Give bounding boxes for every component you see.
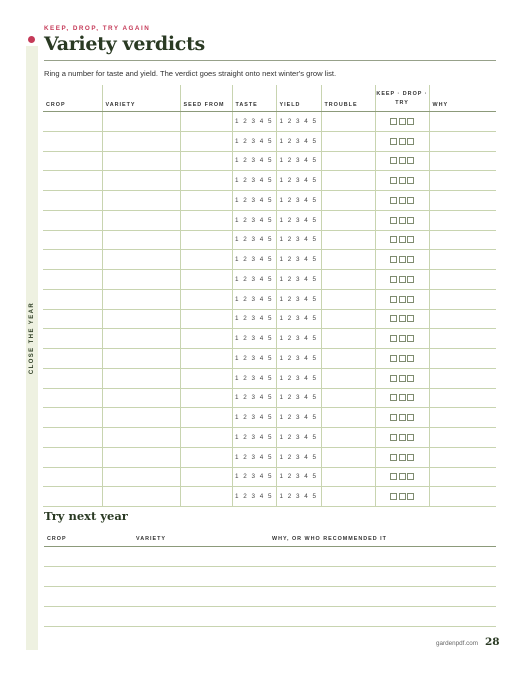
taste-rating[interactable]: 1 2 3 4 5 — [232, 171, 276, 191]
drop-checkbox[interactable] — [399, 335, 406, 342]
drop-checkbox[interactable] — [399, 157, 406, 164]
trouble-cell[interactable] — [321, 151, 375, 171]
crop-cell[interactable] — [43, 487, 102, 507]
try-checkbox[interactable] — [407, 375, 414, 382]
verdict-checkboxes[interactable] — [375, 329, 429, 349]
variety-cell[interactable] — [102, 270, 180, 290]
crop-cell[interactable] — [43, 171, 102, 191]
try-checkbox[interactable] — [407, 177, 414, 184]
taste-rating[interactable]: 1 2 3 4 5 — [232, 270, 276, 290]
keep-checkbox[interactable] — [390, 177, 397, 184]
drop-checkbox[interactable] — [399, 118, 406, 125]
variety-cell[interactable] — [102, 428, 180, 448]
trouble-cell[interactable] — [321, 309, 375, 329]
try-checkbox[interactable] — [407, 256, 414, 263]
keep-checkbox[interactable] — [390, 335, 397, 342]
verdict-checkboxes[interactable] — [375, 388, 429, 408]
variety-cell[interactable] — [102, 230, 180, 250]
seed-from-cell[interactable] — [180, 112, 232, 132]
try-next-year-title: Try next year — [44, 509, 128, 523]
try-checkbox[interactable] — [407, 355, 414, 362]
why-cell[interactable] — [429, 329, 496, 349]
variety-cell[interactable] — [102, 388, 180, 408]
seed-from-cell[interactable] — [180, 388, 232, 408]
seed-from-cell[interactable] — [180, 171, 232, 191]
try-checkbox[interactable] — [407, 335, 414, 342]
drop-checkbox[interactable] — [399, 375, 406, 382]
why-cell[interactable] — [429, 467, 496, 487]
yield-rating[interactable]: 1 2 3 4 5 — [276, 131, 321, 151]
next-col-why: WHY, OR WHO RECOMMENDED IT — [272, 536, 387, 542]
taste-rating[interactable]: 1 2 3 4 5 — [232, 309, 276, 329]
crop-cell[interactable] — [43, 210, 102, 230]
trouble-cell[interactable] — [321, 368, 375, 388]
intro-text: Ring a number for taste and yield. The verdict goes straight onto next winter's grow list. — [44, 69, 337, 78]
drop-checkbox[interactable] — [399, 454, 406, 461]
accent-dot — [28, 36, 35, 43]
col-yield: YIELD — [276, 85, 321, 112]
keep-checkbox[interactable] — [390, 256, 397, 263]
table-row — [43, 191, 496, 211]
try-checkbox[interactable] — [407, 197, 414, 204]
table-row — [43, 408, 496, 428]
yield-rating[interactable]: 1 2 3 4 5 — [276, 171, 321, 191]
crop-cell[interactable] — [43, 289, 102, 309]
verdicts-table — [43, 85, 496, 507]
variety-cell[interactable] — [102, 329, 180, 349]
seed-from-cell[interactable] — [180, 368, 232, 388]
taste-rating[interactable]: 1 2 3 4 5 — [232, 408, 276, 428]
seed-from-cell[interactable] — [180, 210, 232, 230]
verdict-checkboxes[interactable] — [375, 250, 429, 270]
seed-from-cell[interactable] — [180, 230, 232, 250]
yield-rating[interactable]: 1 2 3 4 5 — [276, 349, 321, 369]
keep-checkbox[interactable] — [390, 394, 397, 401]
keep-checkbox[interactable] — [390, 157, 397, 164]
keep-checkbox[interactable] — [390, 197, 397, 204]
crop-cell[interactable] — [43, 388, 102, 408]
seed-from-cell[interactable] — [180, 270, 232, 290]
why-cell[interactable] — [429, 447, 496, 467]
verdict-checkboxes[interactable] — [375, 171, 429, 191]
table-row — [43, 388, 496, 408]
seed-from-cell[interactable] — [180, 447, 232, 467]
drop-checkbox[interactable] — [399, 276, 406, 283]
crop-cell[interactable] — [43, 329, 102, 349]
trouble-cell[interactable] — [321, 487, 375, 507]
trouble-cell[interactable] — [321, 408, 375, 428]
section-label: CLOSE THE YEAR — [29, 301, 35, 375]
try-checkbox[interactable] — [407, 493, 414, 500]
keep-checkbox[interactable] — [390, 138, 397, 145]
keep-checkbox[interactable] — [390, 236, 397, 243]
variety-cell[interactable] — [102, 487, 180, 507]
drop-checkbox[interactable] — [399, 434, 406, 441]
seed-from-cell[interactable] — [180, 309, 232, 329]
table-row — [43, 289, 496, 309]
trouble-cell[interactable] — [321, 250, 375, 270]
yield-rating[interactable]: 1 2 3 4 5 — [276, 368, 321, 388]
drop-checkbox[interactable] — [399, 138, 406, 145]
trouble-cell[interactable] — [321, 270, 375, 290]
drop-checkbox[interactable] — [399, 197, 406, 204]
why-cell[interactable] — [429, 388, 496, 408]
yield-rating[interactable]: 1 2 3 4 5 — [276, 112, 321, 132]
col-why: WHY — [429, 85, 496, 112]
crop-cell[interactable] — [43, 112, 102, 132]
variety-cell[interactable] — [102, 289, 180, 309]
try-checkbox[interactable] — [407, 296, 414, 303]
crop-cell[interactable] — [43, 250, 102, 270]
verdict-checkboxes[interactable] — [375, 487, 429, 507]
taste-rating[interactable]: 1 2 3 4 5 — [232, 329, 276, 349]
drop-checkbox[interactable] — [399, 217, 406, 224]
drop-checkbox[interactable] — [399, 256, 406, 263]
why-cell[interactable] — [429, 289, 496, 309]
table-row — [43, 151, 496, 171]
try-checkbox[interactable] — [407, 118, 414, 125]
verdict-checkboxes[interactable] — [375, 112, 429, 132]
yield-rating[interactable]: 1 2 3 4 5 — [276, 210, 321, 230]
table-row — [43, 171, 496, 191]
verdict-checkboxes[interactable] — [375, 289, 429, 309]
verdict-checkboxes[interactable] — [375, 467, 429, 487]
crop-cell[interactable] — [43, 309, 102, 329]
why-cell[interactable] — [429, 210, 496, 230]
variety-cell[interactable] — [102, 210, 180, 230]
try-checkbox[interactable] — [407, 276, 414, 283]
verdict-checkboxes[interactable] — [375, 408, 429, 428]
trouble-cell[interactable] — [321, 131, 375, 151]
keep-checkbox[interactable] — [390, 414, 397, 421]
keep-checkbox[interactable] — [390, 434, 397, 441]
variety-cell[interactable] — [102, 250, 180, 270]
verdicts-header-row — [43, 85, 496, 112]
trouble-cell[interactable] — [321, 349, 375, 369]
table-row — [43, 230, 496, 250]
trouble-cell[interactable] — [321, 210, 375, 230]
drop-checkbox[interactable] — [399, 315, 406, 322]
table-row — [43, 131, 496, 151]
drop-checkbox[interactable] — [399, 493, 406, 500]
verdict-checkboxes[interactable] — [375, 368, 429, 388]
try-checkbox[interactable] — [407, 236, 414, 243]
crop-cell[interactable] — [43, 191, 102, 211]
next-col-crop: CROP — [47, 536, 67, 542]
crop-cell[interactable] — [43, 349, 102, 369]
trouble-cell[interactable] — [321, 447, 375, 467]
eyebrow: KEEP, DROP, TRY AGAIN — [44, 25, 151, 32]
table-row — [43, 467, 496, 487]
col-trouble: TROUBLE — [321, 85, 375, 112]
taste-rating[interactable]: 1 2 3 4 5 — [232, 289, 276, 309]
keep-checkbox[interactable] — [390, 493, 397, 500]
trouble-cell[interactable] — [321, 428, 375, 448]
verdict-checkboxes[interactable] — [375, 230, 429, 250]
drop-checkbox[interactable] — [399, 236, 406, 243]
variety-cell[interactable] — [102, 191, 180, 211]
seed-from-cell[interactable] — [180, 191, 232, 211]
crop-cell[interactable] — [43, 270, 102, 290]
next-line[interactable] — [44, 586, 496, 587]
drop-checkbox[interactable] — [399, 473, 406, 480]
next-line[interactable] — [44, 566, 496, 567]
keep-checkbox[interactable] — [390, 355, 397, 362]
table-row — [43, 368, 496, 388]
taste-rating[interactable]: 1 2 3 4 5 — [232, 151, 276, 171]
seed-from-cell[interactable] — [180, 289, 232, 309]
col-crop: CROP — [43, 85, 102, 112]
keep-checkbox[interactable] — [390, 276, 397, 283]
yield-rating[interactable]: 1 2 3 4 5 — [276, 447, 321, 467]
trouble-cell[interactable] — [321, 230, 375, 250]
drop-checkbox[interactable] — [399, 355, 406, 362]
table-row — [43, 309, 496, 329]
why-cell[interactable] — [429, 408, 496, 428]
keep-checkbox[interactable] — [390, 454, 397, 461]
title-rule — [44, 60, 496, 61]
yield-rating[interactable]: 1 2 3 4 5 — [276, 467, 321, 487]
table-row — [43, 329, 496, 349]
taste-rating[interactable]: 1 2 3 4 5 — [232, 447, 276, 467]
crop-cell[interactable] — [43, 428, 102, 448]
try-checkbox[interactable] — [407, 138, 414, 145]
why-cell[interactable] — [429, 151, 496, 171]
verdict-checkboxes[interactable] — [375, 447, 429, 467]
taste-rating[interactable]: 1 2 3 4 5 — [232, 210, 276, 230]
try-checkbox[interactable] — [407, 454, 414, 461]
col-seed-from: SEED FROM — [180, 85, 232, 112]
table-row — [43, 250, 496, 270]
table-row — [43, 428, 496, 448]
yield-rating[interactable]: 1 2 3 4 5 — [276, 329, 321, 349]
variety-cell[interactable] — [102, 309, 180, 329]
taste-rating[interactable]: 1 2 3 4 5 — [232, 191, 276, 211]
taste-rating[interactable]: 1 2 3 4 5 — [232, 428, 276, 448]
why-cell[interactable] — [429, 487, 496, 507]
trouble-cell[interactable] — [321, 112, 375, 132]
variety-cell[interactable] — [102, 447, 180, 467]
try-checkbox[interactable] — [407, 434, 414, 441]
verdict-checkboxes[interactable] — [375, 210, 429, 230]
page-number: 28 — [485, 636, 500, 648]
why-cell[interactable] — [429, 112, 496, 132]
drop-checkbox[interactable] — [399, 177, 406, 184]
why-cell[interactable] — [429, 230, 496, 250]
yield-rating[interactable]: 1 2 3 4 5 — [276, 151, 321, 171]
keep-checkbox[interactable] — [390, 315, 397, 322]
variety-cell[interactable] — [102, 467, 180, 487]
taste-rating[interactable]: 1 2 3 4 5 — [232, 112, 276, 132]
next-line[interactable] — [44, 606, 496, 607]
seed-from-cell[interactable] — [180, 151, 232, 171]
verdict-checkboxes[interactable] — [375, 270, 429, 290]
verdicts-body — [43, 112, 496, 507]
drop-checkbox[interactable] — [399, 296, 406, 303]
why-cell[interactable] — [429, 250, 496, 270]
crop-cell[interactable] — [43, 131, 102, 151]
taste-rating[interactable]: 1 2 3 4 5 — [232, 467, 276, 487]
keep-checkbox[interactable] — [390, 118, 397, 125]
trouble-cell[interactable] — [321, 191, 375, 211]
yield-rating[interactable]: 1 2 3 4 5 — [276, 408, 321, 428]
verdict-checkboxes[interactable] — [375, 428, 429, 448]
trouble-cell[interactable] — [321, 171, 375, 191]
why-cell[interactable] — [429, 191, 496, 211]
keep-checkbox[interactable] — [390, 217, 397, 224]
taste-rating[interactable]: 1 2 3 4 5 — [232, 487, 276, 507]
col-variety: VARIETY — [102, 85, 180, 112]
col-verdict: KEEP · DROP · TRY — [375, 85, 429, 112]
page-title: Variety verdicts — [44, 33, 205, 55]
yield-rating[interactable]: 1 2 3 4 5 — [276, 289, 321, 309]
next-line[interactable] — [44, 626, 496, 627]
try-checkbox[interactable] — [407, 414, 414, 421]
taste-rating[interactable]: 1 2 3 4 5 — [232, 388, 276, 408]
table-row — [43, 112, 496, 132]
yield-rating[interactable]: 1 2 3 4 5 — [276, 487, 321, 507]
variety-cell[interactable] — [102, 368, 180, 388]
try-checkbox[interactable] — [407, 473, 414, 480]
variety-cell[interactable] — [102, 112, 180, 132]
crop-cell[interactable] — [43, 408, 102, 428]
try-checkbox[interactable] — [407, 394, 414, 401]
why-cell[interactable] — [429, 349, 496, 369]
seed-from-cell[interactable] — [180, 349, 232, 369]
table-row — [43, 487, 496, 507]
table-row — [43, 349, 496, 369]
footer-site: gardenpdf.com — [436, 640, 479, 647]
variety-cell[interactable] — [102, 151, 180, 171]
taste-rating[interactable]: 1 2 3 4 5 — [232, 230, 276, 250]
seed-from-cell[interactable] — [180, 408, 232, 428]
yield-rating[interactable]: 1 2 3 4 5 — [276, 388, 321, 408]
why-cell[interactable] — [429, 368, 496, 388]
keep-checkbox[interactable] — [390, 473, 397, 480]
trouble-cell[interactable] — [321, 388, 375, 408]
crop-cell[interactable] — [43, 230, 102, 250]
why-cell[interactable] — [429, 270, 496, 290]
trouble-cell[interactable] — [321, 289, 375, 309]
why-cell[interactable] — [429, 309, 496, 329]
variety-cell[interactable] — [102, 408, 180, 428]
next-header-rule — [44, 546, 496, 547]
yield-rating[interactable]: 1 2 3 4 5 — [276, 270, 321, 290]
taste-rating[interactable]: 1 2 3 4 5 — [232, 131, 276, 151]
table-row — [43, 447, 496, 467]
yield-rating[interactable]: 1 2 3 4 5 — [276, 250, 321, 270]
taste-rating[interactable]: 1 2 3 4 5 — [232, 250, 276, 270]
verdict-checkboxes[interactable] — [375, 131, 429, 151]
seed-from-cell[interactable] — [180, 250, 232, 270]
why-cell[interactable] — [429, 171, 496, 191]
crop-cell[interactable] — [43, 368, 102, 388]
variety-cell[interactable] — [102, 349, 180, 369]
drop-checkbox[interactable] — [399, 394, 406, 401]
trouble-cell[interactable] — [321, 467, 375, 487]
trouble-cell[interactable] — [321, 329, 375, 349]
verdict-checkboxes[interactable] — [375, 151, 429, 171]
variety-cell[interactable] — [102, 131, 180, 151]
taste-rating[interactable]: 1 2 3 4 5 — [232, 368, 276, 388]
seed-from-cell[interactable] — [180, 428, 232, 448]
variety-cell[interactable] — [102, 171, 180, 191]
why-cell[interactable] — [429, 428, 496, 448]
try-checkbox[interactable] — [407, 315, 414, 322]
keep-checkbox[interactable] — [390, 375, 397, 382]
verdict-checkboxes[interactable] — [375, 349, 429, 369]
seed-from-cell[interactable] — [180, 131, 232, 151]
next-col-variety: VARIETY — [136, 536, 166, 542]
drop-checkbox[interactable] — [399, 414, 406, 421]
verdict-checkboxes[interactable] — [375, 191, 429, 211]
why-cell[interactable] — [429, 131, 496, 151]
col-taste: TASTE — [232, 85, 276, 112]
crop-cell[interactable] — [43, 447, 102, 467]
table-row — [43, 210, 496, 230]
seed-from-cell[interactable] — [180, 467, 232, 487]
yield-rating[interactable]: 1 2 3 4 5 — [276, 230, 321, 250]
seed-from-cell[interactable] — [180, 487, 232, 507]
try-checkbox[interactable] — [407, 217, 414, 224]
try-checkbox[interactable] — [407, 157, 414, 164]
verdict-checkboxes[interactable] — [375, 309, 429, 329]
seed-from-cell[interactable] — [180, 329, 232, 349]
crop-cell[interactable] — [43, 151, 102, 171]
keep-checkbox[interactable] — [390, 296, 397, 303]
table-row — [43, 270, 496, 290]
yield-rating[interactable]: 1 2 3 4 5 — [276, 428, 321, 448]
yield-rating[interactable]: 1 2 3 4 5 — [276, 309, 321, 329]
yield-rating[interactable]: 1 2 3 4 5 — [276, 191, 321, 211]
crop-cell[interactable] — [43, 467, 102, 487]
taste-rating[interactable]: 1 2 3 4 5 — [232, 349, 276, 369]
